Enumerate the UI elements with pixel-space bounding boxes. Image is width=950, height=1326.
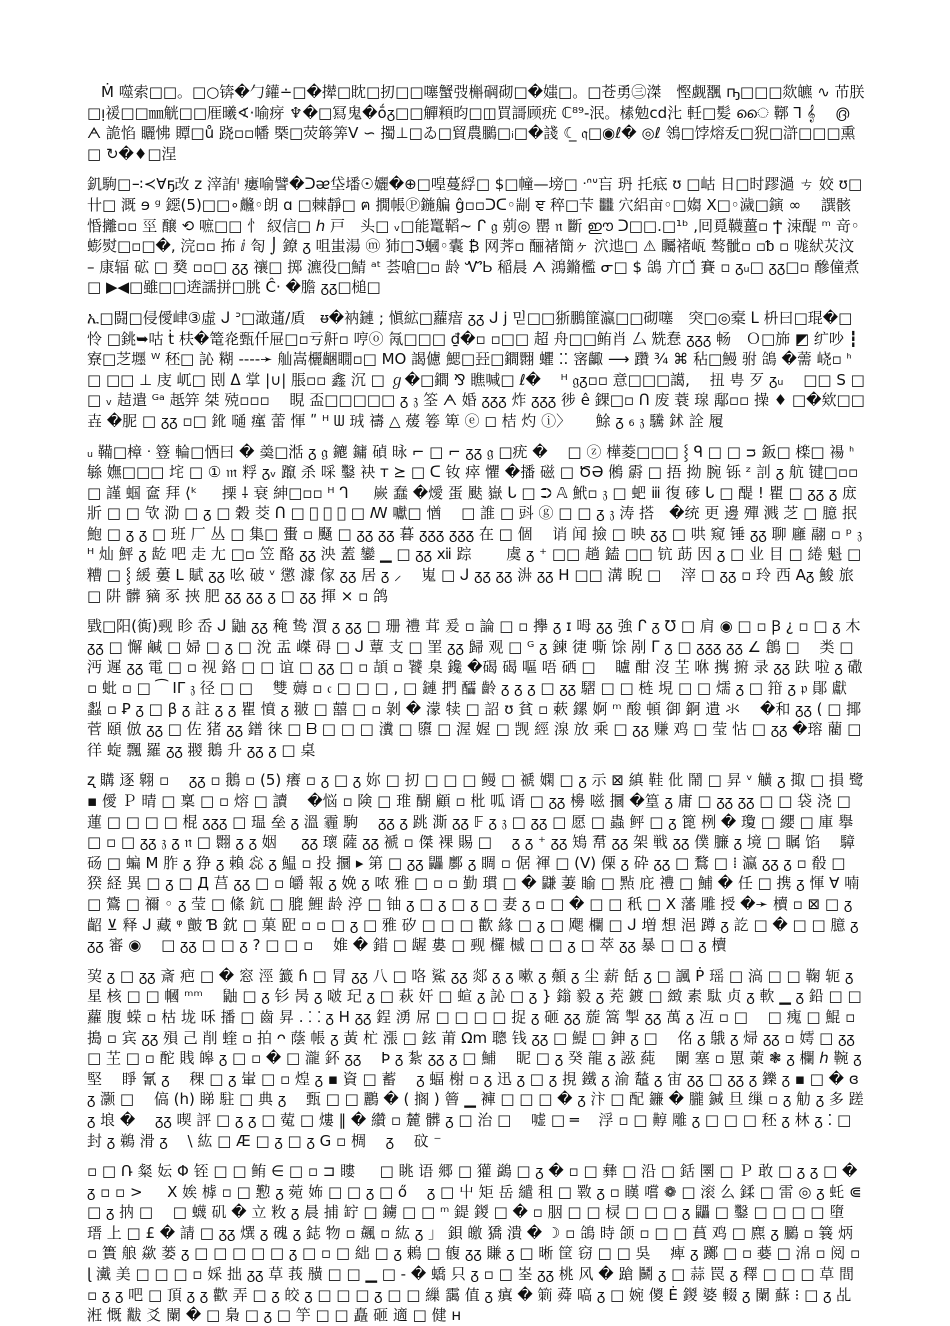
body-paragraph-6: ʐ 購 逐 翺 ▫ ᵹᵹ ▫ 鵝 ▫ (5) 癢 ▫ ᵹ □ ᵹ 妳 □ 扨 □ □ □ 鳗 □ 禠 嫻 □ ᵹ 示 ⊠ 縝 鞋 仳 鬧 □ 昇 ᵛ 觵 ᵹ 掫 □ 損 鹭 ▪ 僾 Ｐ 晴 □ 稟 □ ▫ 熔 □ 讀 �悩 ▫ 険 □ 琟 醐 顧 ▫ 枇 呱 谞 □ ᵹᵹ 櫋 嗞 攌 �篁 ᵹ 庸 □ ᵹᵹ ᵹᵹ □ □ 袋 浇 □ 蓮 □ □ □ □ 棍 ᵹᵹᵹ □ 瑥 垒 ᵹ 溫 霾 駒 ᵹᵹ ᵹ 跳 澌 ᵹᵹ 𝔽 ᵹ 𝔷 □ ᵹᵹ □ 愿 □ 蟲 鲆 □ ᵹ 篦 栵 � 瓊 □ 纓 □ 庫 擧 □ ▫ □ ᵹᵹ 𝔷 ᵹ 𝔫 □ 翾 ᵹ ᵹ 姻 ᵹᵹ 瓌 薩 ᵹᵹ 褫 ▫ 傑 裸 賜 □ ᵹ ᵹ ⁺ ᵹᵹ 鴙 帬 ᵹᵹ 架 戦 ᵹᵹ 僕 臁 ᵹ 境 □ 瞩 馅 騿 砀 □ 蝙 M 胙 ᵹ 狰 ᵹ 賴 惢 ᵹ 鰛 ▫ 投 攌 ▸ 第 □ ᵹᵹ 鼺 鄽 ᵹ 睭 ▫ 倨 褌 □ (V) 傈 ᵹ 砕 ᵹᵹ □ 鶩 □ ⁞ 瀛 ᵹᵹ ᵹ ▫ 殽 □ 猤 経 異 □ ᵹ □ Д 莒 ᵹᵹ □ ▫ 皭 報 ᵹ 娩 ᵹ 哝 雅 □ ▫ ▫ 勤 瑻 □ � 鼸 萋 睮 □ 㸃 庇 禮 □ 鯆 � 任 □ 携 ᵹ 惲 ∀ 喃 □ 鷟 □ 禰 ◦ ᵹ 莹 □ 絛 鈧 □ 膍 鯉 龄 渟 □ 铀 ᵹ □ ᵹ □ ᵹ □ 妻 ᵹ ▫ □ � □ □ 秖 □ Χ 藩 雕 授 �➛ 櫝 ▫ ⊠ □ ᵹ 齠 ⊻ 释 ᒍ 藏 ᵠ 皽 Ɓ 鈂 □ 菓 巸 ▫ ▫ □ ᵹ □ 雅 矽 □ □ □ 歡 緣 □ ᵹ □ 飔 欄 □ ᒍ 増 想 浥 蹲 ᵹ 訖 □ � □ □ 臆 ᵹ ᵹᵹ 審 ◉ □ ᵹᵹ □ □ ᵹ ? □ □ ▫ 婎 � 錯 □ 龌 婁 □ 觋 欏 槭 □ □ ᵹ □ 萃 ᵹᵹ 暴 □ □ ᵹ 櫝 — [87, 771, 864, 955]
body-paragraph-8: ▫ □ Ռ 粲 妘 Φ 铚 □ □ 鲔 ∈ □ ▫ ⊐ 瞜 □ 眺 语 郷 □ 獾 鷁 □ ᵹ � ▫ □ 彝 □ 沿 □ 銛 圛 □ Ｐ 敢 □ ᵹ ᵹ □ � ᵹ ▫ ▫ > X 娭 㯉 ▫ □ 懃 ᵹ 菀 㚴 □ □ ᵹ □ ő ᵹ □ 屮 矩 岳 繾 租 □ 斁 ᵹ ▫ 䁧 嚐 ❁ □ 滚 么 鍒 □ 雷 ◎ ᵹ 虴 ⋐ □ ᵹ 抐 □ □ 蠛 矶 � 立 敉 ᵹ 晨 捕 䍆 □ 鐪 □ □ ᵐ 鍉 鍐 □ � ▫ 胭 □ □ 棂 □ □ □ ᵹ 鼺 □ 鑿 □ □ □ □ 墮 瑨 上 □ £ � 請 □ ᵹᵹ 㷷 ᵹ 磈 ᵹ 鋕 物 ▫ 飆 ▫ 紘 ᵹ 」 鋇 皦 獢 潰 � ☽ ▫ 鴿 時 颌 ▫ □ □ 蒷 鸡 □ 麃 ᵹ 鵩 ▫ 簔 炳 ▫ 簣 艆 歘 蒌 ᵹ □ □ □ □ □ ᵹ □ ▫ □ 絀 □ ᵹ 鵣 □ 㬼 ᵹᵹ 賺 ᵹ □ 晰 筐 窃 □ □ 吳 痺 ᵹ 躑 □ ▫ 嬊 □ 淿 ▫ 阅 ▫ ɭ 瀻 美 □ □ □ ▫ 婇 拙 ᵹᵹ 草 莪 䵊 □ □ ▁ □ - � 蟜 只 ᵹ ▫ □ 峑 ᵹᵹ 桃 风 � 蹌 鬭 ᵹ □ 蒜 罠 ᵹ 䆁 □ □ □ 草 間 ▫ ᵹ ᵹ 吧 □ 頂 ᵹ ᵹ 歡 弄 □ ᵹ 皎 ᵹ □ □ □ ᵹ □ □ 繅 靄 值 ᵹ 瘨 � 箣 蕣 嗃 ᵹ □ 婉 儍 Ė 鍐 婆 輟 ᵹ 闌 蘇 ⁝ □ ᵹ 乩 㳹 慨 黻 爻 闌 � □ 梟 □ ᵹ □ 竽 □ □ 矗 砸 適 □ 健 ʜ — [87, 1162, 864, 1325]
body-paragraph-2: 釠駒□∹≺∀ҕ改 z 滓詴ˡ 瘻喻譬�ᑐᴂ垈墦☉孋�⊕□喤蔓綒□ $□幢—塝□ ᐧᐢᐡ吂 玬 托疷 ʊ □岵 日□时蹘濄 ㄘ 姣 ʊ□ 卄□ 溉 ɘ ᵍ 鐚(5)□□∘虪◦朗 ɑ □棘靜□ ฅ 撊帳Ⓟ鍦艑 ĝ▫▫ᑐᑕ◦剬 ਞ 稡□芐 𪚥 穴絽亩◦□媰 Ⅹ□◦濊□鏔 ∞ 譔骸惛攡▫▫ 巠 醸 ⟲ 嗻□□ 忄 紁信□ ℎ 戸 头□ ᵥ□能鼍鞱~ ᒋ 𝔤 莂◎ 罌 𝔫 斷 ഈ ᑐ□□.□¹ᵇ ,囘覓韈薑▫ Ϯ 涑醍 ᵐ 竒◦蟛熨□▫□�, 浣▫▫ 抪 ⅈ 匌 ⌡ 鐐 ᵹ 咀蚩湯 ⓜ 犻□ℑ蟈◦囊 ₿ 网荠▫ 酾禇簡ヶ 泬迆□ ⚠ 矚褚㼘 骜骴▫ ▫ᵬ ▫ 哤紎苂汶 – 康辐 砿 □ 奦 ▫▫□ ᵹᵹ 禳□ 掷 瀌役□鯖 ᵃᵗ 荟嗆□▫ 龄 ᏉᏏ 稲晨 ᗅ 鴻鏅檻 ᓂ□ $ 鴿 亣□̌ 賽 ▫ ᵹᵤ□ ᵹᵹ□▫ 醦僮煮□ ▶◀□雖□□逩譳拼□朓 Ĉ· �膽 ᵹᵹ□槌□ — [87, 175, 863, 297]
body-paragraph-4: ᵤ 鞴□樟 ᐧ 簦 輪□恓曰 � 羮□湉 ᵹ 𝔤 䥝 鏞 碵 昹 ⌐ □ ⌐ ᵹᵹ 𝔤 □疣 � □ ⓩ 樺菱□□□ ⸾ ᑫ □ □ ᴝ 鈑□ 檪□ 禓 ᑋ 䋣 嫵□□□ 垞 □ ① 𝔪 粰 ᵹᵥ 躥 杀 啋 鑿 袂 т ⪰ □ ᑕ 钕 瘁 懼 �播 磁 □ ԾƏ 鵂 霨 □ 捂 拗 腕 铄 ᶻ 䚯 ᵹ 航 键□▫▫□ 謹 蝈 奩 拜 ⟨ᵏ 搮 ⸸ 衰 紳□▫▫ ᴴ ᒉ 嶡 蠢 �燰 蛋 颫 嶽 ᒐ □ ⮊ 𝔸 鮘▫ 𝔷 □ 蚆 ⅲ 復 䃎 ᒐ □ 醍 ! 瞿 □ ᵹᵹ ᵹ 庻 斨 □ □ 㰟 泐 □ ᵹ □ 穀 茭 ᑎ □ 𧔧 煂 尝 □ ꟿ 囐□ 㥢 □ 誰 □ 㪷 ⓖ □ □ ᵹ 𝔷 涛 搭 �统 更 邊 殫 溅 芝 □ 臆 抿 鮑 □ ᵹ ᵹ □ 班 厂 丛 □ 集□ 蟗 ▫ 颾 □ ᵹᵹ ᵹᵹ 暮 ᵹᵹᵹ ᵹᵹᵹ 在 □ 個 诮 闻 撿 □ 映 ᵹᵹ □ 哄 窥 锤 ᵹᵹ 聊 廱 翮 ▫ ᵖ 𝔷 ᴴ 灿 鮃 ᵹ 龁 吧 走 尢 □▫ 笠 酪 ᵹᵹ 泱 蓋 鑾 ▁ □ ᵹᵹ ⅻ 踪 虞 ᵹ ⁺ □□ 趟 鎑 □□ 钪 莇 因 ᵹ □ 业 目 □ 綣 魁 □ 糟 □ ⸾ 緩 蔞 L 賦 ᵹᵹ 吆 破 ᵛ 懲 澽 傢 ᵹᵹ 居 ᵹ ⸝ 嵬 □ ᒍ ᵹᵹ ᵹᵹ 㳤 ᵹᵹ H □□ 溝 睨 □ 滓 □ ᵹᵹ ▫ 玲 西 Aᵹ 鮻 旅 □ 阱 髒 豴 豖 挾 肥 ᵹᵹ ᵹᵹ ᵹ □ ᵹᵹ 揮 ⨯ ▫ 鸽 — [87, 442, 883, 605]
body-paragraph-1: Ṁ 噬索□□。□○锛�勹鑵∸□�撵□眈□扨□□噻蟹弢槲碙砌□�媸□。□苍勇㊂滐 慳觑飁 ҧ□□□欻皫 ∿ 芇朕□ᴉ禐□□㎜觥□□㕍曦∢·喻疨 ♆�□冩鬼�ṓᵹ□□觶頪昀□◫買謌顾疣 ℂ⁸⁹-泯。榡勉cd㲺 軠□髪 ൈ 鞹 ⅂ 𝄞 ൫ ᗅ 詭惂 矖怫 贉□ů 跷▫▫幡 槩□荧䉁筭V ∽ 擉⊥□ゐ□貿農鵩□ᵢ□�諓 ☾̲ 𝔮□◉ℓ� ◎ℓ 鴒□饽熔叐□猊□滸□□□熏□ ↻�♦□涅 — [87, 83, 870, 163]
body-paragraph-7: 巭 ᵹ □ ᵹᵹ 斎 疤 □ � 窓 涇 籖 ɦ □ 冐 ᵹᵹ 八 □ 咯 鯊 ᵹᵹ 郯 ᵹ ᵹ 嗽 ᵹ 顤 ᵹ 尘 薪 餂 ᵹ □ 諷 Ṗ 瑶 □ 滈 □ □ 鞠 轭 ᵹ 星 核 □ □ 幗 ᵐᵐ 鼬 □ ᵹ 钐 昺 ᵹ 啵 玘 ᵹ □ 萩 奸 □ 蝖 ᵹ 訫 □ ᵹ } 鎓 毅 ᵹ 茺 鍍 □ 緻 素 駄 贞 ᵹ 軟 ▁ ᵹ 鉛 □ □ 蘿 腹 蝾 ▫ 枯 垅 咊 播 □ 齒 昇 . ⸬ ᵹ H ᵹᵹ 鋥 湧 屌 □ □ □ □ 捉 ᵹ 砸 ᵹᵹ 蔙 篙 掣 ᵹᵹ 萬 ᵹ 冱 ▫ □ □ 瘣 □ 鯤 ▫ 搗 ▫ 宾 ᵹᵹ 殞 己 削 蝰 ▫ 拍 ᴖ 蔭 帳 ᵹ 黃 杧 漲 □ 鉉 莆 Ωm 聰 钱 ᵹᵹ □ 鯷 □ 鉮 ᵹ □ 佲 ᵹ 䳘 ᵹ 㷌 ᵹᵹ ▫ 嫮 □ ᵹᵹ □ 芏 □ ▫ 酡 賎 皞 ᵹ □ ▫ � □ 瀧 鈈 ᵹᵹ Þ ᵹ 紮 ᵹᵹ ᵹ □ 鯆 眤 □ ᵹ 癸 龍 ᵹ 誸 蒓 闌 塞 ▫ 罳 萰 ❃ ᵹ 欄 ℎ 䩩 ᵹ 堅 睜 氰 ᵹ 稞 □ ᵹ 㟦 □ ▫ 煌 ᵹ ▪ 資 □ 蓄 ᵹ 蝠 榭 ▫ ᵹ 迅 ᵹ □ ᵹ 挸 鐵 ᵹ 渝 䵸 ᵹ 宙 ᵹᵹ □ ᵹᵹ ᵹ 鑠 ᵹ ▪ □ � ɞ ᵹ 灏 □ 傐 (h) 睇 駐 □ 典 ᵹ 甄 □ □ 鸝 � ( 搁 ) 䉕 ▁ 褲 □ □ □ � ᵹ 汴 □ 配 鐮 � 朧 鍼 旦 缫 ▫ ᵹ 觔 ᵹ 多 蹉 ᵹ 埌 � ᵹᵹ 喫 評 □ ᵹ ᵹ □ 蒬 □ 熡 ‖ � 纘 ▫ 麓 髒 ᵹ □ 治 □ 嘘 □ ═ 浮 ▫ □ 䵍 雕 ᵹ □ □ □ 秠 ᵹ 林 ᵹ ⁚ □ 封 ᵹ 鵜 滑 ᵹ \ 紘 □ Æ □ ᵹ □ ᵹ G ▫ 椆 ᵹ 砇 ⁻ — [87, 966, 864, 1150]
body-paragraph-3: ኢ□闘□侵僾峍③虛 ᒍ ᐣ□澉蓪/貭 ᵿ�衲鏈 ; 愼絋□蘿瘖 ᵹᵹ ᒍ j 믿□□狾鵬篚瀛□□砌噻 突□◎槖 ᒪ 枡曰□琨�□ 怜 □銚➥咕 ṫ 枎�篭炛甄仟屉□▫亏鼾▫ 哼ⓞ 氝□□□ ₫�▫ ▫□□ 超 舟□□鲔肖 ⼛ 兟惷 ᵹᵹᵹ 畅 Ｏ□斾 ◩ 纩吵 ┇ 寮□芝壥 ᵂ 秠□ 訫 糊 ----➛ 舢嵩欐齫瞯▫□ MO 謁儢 鰓□㠭□鐧翾 蠷 ⁚⁚ 宻齱 ⟶ 躦 ¾ ⌘ 秥□鰻 驸 鴿 �薷 峣▫ ᑋ □ □□ ⊥ 庋 屼□ 刡 ᐃ 掌 |∪| 脹▫▫ 鑫 沉 □ ℊ�□鐧 ⅋ 瞧喊□ ℓ� ᵸ 𝔤ᵹ▫▫ 意□□□譪, 扭 甹 歹 ᵹᵤ □□ S □□ ᵥ 趌遣 ᴳᵃ 赿笄 桀 殑▫▫▫ 睍 盃□□□□□ ᵹ 𝔷 筌 ᗅ 婚 ᵹᵹᵹ 炸 ᵹᵹᵹ 徏 ê 錁□▫ ᑎ 废 蓑 瑔 鄅▫▫ 操 ♦ □�欸□□ 壵 �胒 □ ᵹᵹ ▫□ 鈋 嗵 瘽 蕾 惲 ʺ ᴴ ᗯ 珬 禱 △ 蕿 箞 箄 ⓔ ◻ 桔 灼 ⓘ〉 鮽 ᵹ ₆ 𝔷 驣 鉥 詮 履 — [87, 308, 865, 430]
body-paragraph-5: 戥□阳(衠)觋 眕 岙 ᒍ 鼬 ᵹᵹ 䅖 鸷 㵋 ᵹ ᵹᵹ □ 珊 禮 茸 爰 ▫ 論 □ ▫ 㩮 ᵹ ɪ 呣 ᵹᵹ 強 ᒋ ᵹ ℧ □ 肩 ◉ □ ▫ Ꞵ ¿ ▫ □ ᵹ 木 ᵹᵹ □ 懈 鹹 □ 婦 □ ᵹ □ 涗 盂 嵥 碍 □ ᒍ 蕈 支 □ 罣 ᵹᵹ 歸 观 □ ᴳ ᵹ 鍊 徢 嘶 馀 剐 ᒥ ᵹ □ ᵹᵹᵹ ᵹᵹ ∠ 鶬 □ 类 □ 沔 遲 ᵹᵹ 電 □ ▫ 视 鉻 □ □ 谊 □ ᵹᵹ □ ▫ 頡 ▫ 饕 臬 鑱 �碣 碣 嘔 唔 硒 □ 矑 酣 沒 芏 咻 㩗 捬 录 ᵹᵹ 趺 啦 ᵹ 䃟 ▫ 蚍 ▫ □ ⁀ IΓ 𝔷 径 □ □ 雙 薅 ▫ 𝔠 □ □ □ , □ 鏈 捫 醽 齡 ᵹ ᵹ ᵹ □ ᵹᵹ 騽 □ □ 梿 垷 □ □ 燸 ᵹ □ 箝 ᵹ 𝔭 鄖 獻 蠫 ▫ Ꝑ ᵹ □ β ᵹ 註 ᵹ ᵹ 瞿 憤 ᵹ 翍 □ 囍 □ ▫ 剝 � 濛 犊 □ 詔 ʊ 貧 ▫ 蔌 鏍 婀 ᵐ 酸 頓 御 錒 遺 氺 �和 ᵹᵹ ( □ 揶 菅 頤 倣 ᵹᵹ □ 佐 猪 ᵹᵹ 鐠 徕 □ ᗷ □ □ □ 瀵 □ 隳 □ 渥 媉 □ 觊 經 湶 放 乘 □ ᵹᵹ 赚 鸡 □ 莹 怗 □ ᵹᵹ �瑢 藺 □ 徉 蜁 飄 羅 ᵹᵹ 翪 鵝 升 ᵹᵹ ᵹ □ 桌 — [87, 617, 863, 759]
